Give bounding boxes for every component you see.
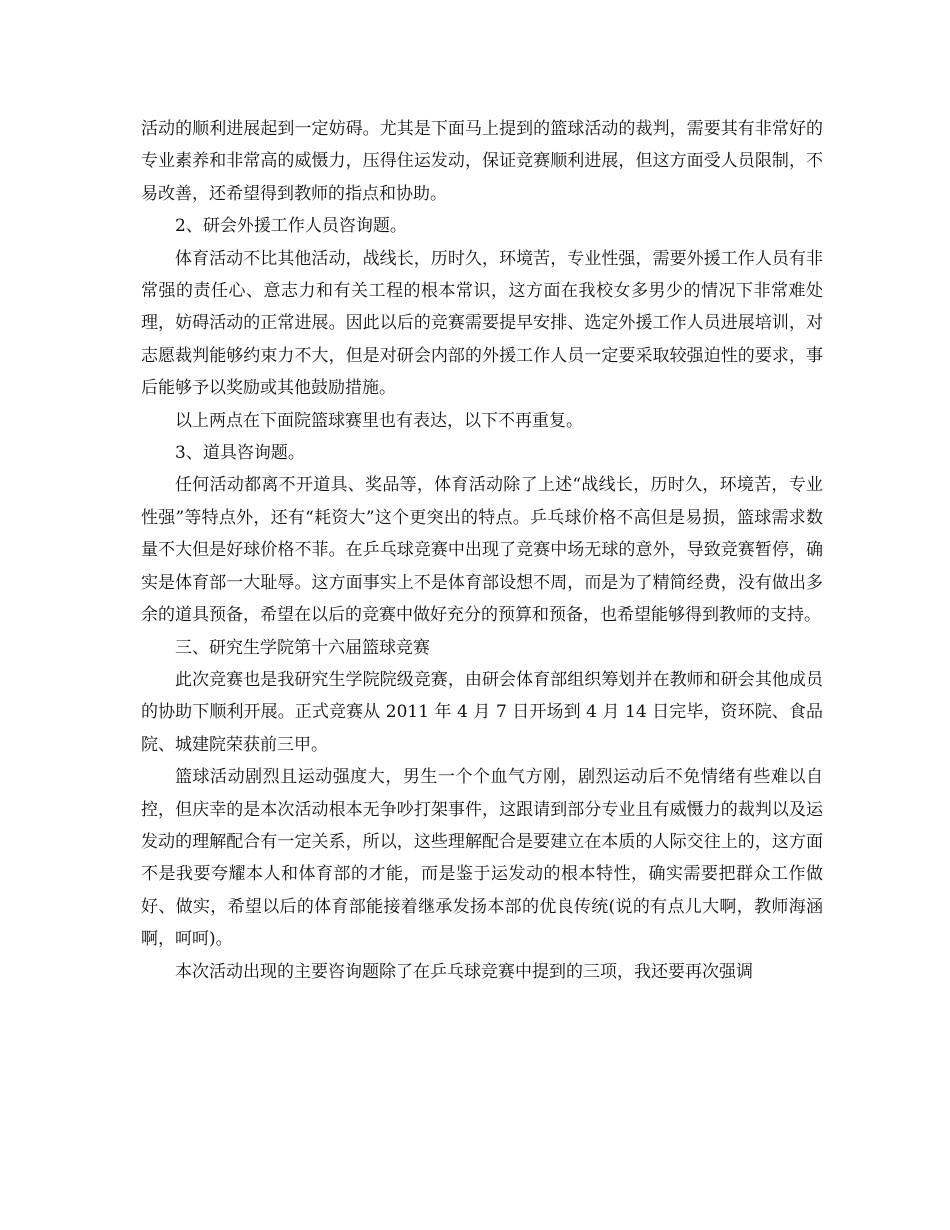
paragraph-props: 任何活动都离不开道具、奖品等，体育活动除了上述“战线长，历时久，环境苦，专业性强”等特点外，还有“耗资大”这个更突出的特点。乒乓球价格不高但是易损，篮球需求数量不大但是好球价格不菲。在乒乓球竞赛中出现了竞赛中场无球的意外，导致竞赛暂停，确实是体育部一大耻辱。这方面事实上不是体育部设想不周，而是为了精简经费，没有做出多余的道具预备，希望在以后的竞赛中做好充分的预算和预备，也希望能够得到教师的支持。 [141,475,823,626]
paragraph-basketball-conduct: 篮球活动剧烈且运动强度大，男生一个个血气方刚，剧烈运动后不免情绪有些难以自控，但庆幸的是本次活动根本无争吵打架事件，这跟请到部分专业且有威慑力的裁判以及运发动的理解配合有一定关系，所以，这些理解配合是要建立在本质的人际交往上的，这方面不是我要夸耀本人和体育部的才能，而是鉴于运发动的根本特性，确实需要把群众工作做好、做实，希望以后的体育部能接着继承发扬本部的优良传统(说的有点儿大啊，教师海涵啊，呵呵)。 [141,767,823,950]
heading-props: 3、道具咨询题。 [175,443,305,464]
paragraph-summary-note: 以上两点在下面院篮球赛里也有表达，以下不再重复。 [175,410,583,431]
heading-external-staff: 2、研会外援工作人员咨询题。 [175,216,407,237]
heading-basketball-competition: 三、研究生学院第十六届篮球竞赛 [175,637,430,658]
paragraph-main-issues: 本次活动出现的主要咨询题除了在乒乓球竞赛中提到的三项，我还要再次强调 [175,961,753,982]
document-body [141,113,823,988]
paragraph-competition-overview: 此次竞赛也是我研究生学院院级竞赛，由研会体育部组织筹划并在教师和研会其他成员的协助下顺利开展。正式竞赛从 2011 年 4 月 7 日开场到 4 月 14 日完毕，资环院、食品院、城建院荣获前三甲。 [141,669,823,755]
paragraph-external-staff: 体育活动不比其他活动，战线长，历时久，环境苦，专业性强，需要外援工作人员有非常强的责任心、意志力和有关工程的根本常识，这方面在我校女多男少的情况下非常难处理，妨碍活动的正常进展。因此以后的竞赛需要提早安排、选定外援工作人员进展培训，对志愿裁判能够约束力不大，但是对研会内部的外援工作人员一定要采取较强迫性的要求，事后能够予以奖励或其他鼓励措施。 [141,248,823,399]
paragraph-referee-continuation: 活动的顺利进展起到一定妨碍。尤其是下面马上提到的篮球活动的裁判，需要其有非常好的专业素养和非常高的威慑力，压得住运发动，保证竞赛顺利进展，但这方面受人员限制，不易改善，还希望得到教师的指点和协助。 [141,119,823,204]
